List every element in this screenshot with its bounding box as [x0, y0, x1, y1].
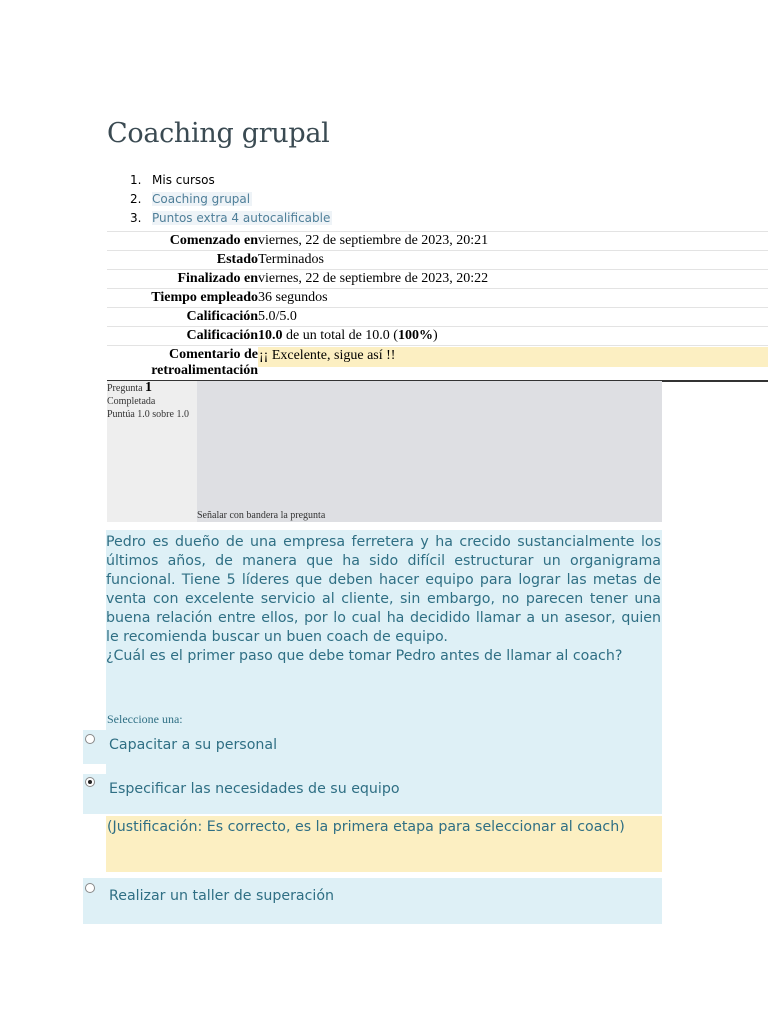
- summary-value: viernes, 22 de septiembre de 2023, 20:21: [258, 233, 489, 248]
- grade-end-text: ): [432, 328, 438, 343]
- summary-label: Calificación: [186, 309, 258, 324]
- breadcrumb-number: 3.: [130, 211, 142, 225]
- option-radio[interactable]: [85, 883, 95, 893]
- question-body: Pedro es dueño de una empresa ferretera y ha crecido sustancialmente los últimos años, de manera que ha sido difícil estructurar un organigrama funcional. Tiene 5 líderes que deben hacer equipo para lograr las metas de venta con excelente servicio al cliente, sin embargo, no parecen tener una buena relación entre ellos, por lo cual ha decidido llamar a un asesor, quien le recomienda buscar un buen coach de equipo.: [106, 534, 661, 645]
- justification-text: (Justificación: Es correcto, es la primera etapa para seleccionar al coach): [107, 819, 625, 835]
- flag-question-link[interactable]: Señalar con bandera la pregunta: [197, 510, 326, 521]
- option-label[interactable]: Especificar las necesidades de su equipo: [109, 781, 400, 797]
- summary-label: [107, 346, 258, 380]
- summary-value: [258, 327, 768, 345]
- breadcrumb-item[interactable]: [130, 209, 332, 228]
- summary-row-feedback: [107, 346, 768, 382]
- summary-label: Finalizado en: [177, 271, 258, 286]
- feedback-label-line2: retroalimentación: [151, 363, 258, 378]
- summary-value: viernes, 22 de septiembre de 2023, 20:22: [258, 271, 489, 286]
- question-info: [107, 381, 197, 522]
- feedback-value: ¡¡ Excelente, sigue así !!: [258, 347, 768, 367]
- page-title: Coaching grupal: [107, 118, 330, 149]
- summary-row-time: [107, 289, 768, 308]
- summary-row-grade: [107, 327, 768, 346]
- question-label: Pregunta: [107, 383, 146, 394]
- breadcrumb-item[interactable]: [130, 190, 332, 209]
- option-label[interactable]: Realizar un taller de superación: [109, 888, 335, 904]
- option-radio-selected[interactable]: [85, 777, 95, 787]
- summary-label: Tiempo empleado: [151, 290, 258, 305]
- breadcrumb: [130, 171, 332, 228]
- grade-mid-text: de un total de 10.0 (: [282, 328, 398, 343]
- question-state: Completada: [107, 396, 156, 407]
- breadcrumb-number: 2.: [130, 192, 142, 206]
- question-points: Puntúa 1.0 sobre 1.0: [107, 409, 189, 420]
- attempt-summary-table: [107, 231, 768, 382]
- summary-value: Terminados: [258, 252, 324, 267]
- feedback-label-line1: Comentario de: [168, 347, 258, 362]
- summary-value: 5.0/5.0: [258, 309, 297, 324]
- summary-row-state: [107, 251, 768, 270]
- summary-row-marks: [107, 308, 768, 327]
- summary-value: 36 segundos: [258, 290, 328, 305]
- summary-label: Estado: [216, 252, 258, 267]
- question-text: [106, 533, 661, 666]
- question-prompt: ¿Cuál es el primer paso que debe tomar Pedro antes de llamar al coach?: [106, 648, 623, 664]
- breadcrumb-link-mis-cursos[interactable]: Mis cursos: [152, 173, 215, 187]
- summary-row-finished: [107, 270, 768, 289]
- select-one-label: Seleccione una:: [107, 712, 183, 726]
- summary-label: Comenzado en: [169, 233, 258, 248]
- question-header-area: [197, 381, 662, 522]
- summary-row-started: [107, 232, 768, 251]
- breadcrumb-link-course[interactable]: Coaching grupal: [152, 192, 251, 206]
- breadcrumb-number: 1.: [130, 173, 142, 187]
- breadcrumb-item[interactable]: [130, 171, 332, 190]
- grade-score: 10.0: [258, 328, 283, 343]
- breadcrumb-link-quiz[interactable]: Puntos extra 4 autocalificable: [152, 211, 331, 225]
- summary-label: Calificación: [186, 328, 258, 343]
- option-label[interactable]: Capacitar a su personal: [109, 737, 278, 753]
- question-number: [107, 381, 197, 395]
- question-number-value: 1: [145, 380, 153, 395]
- grade-percent: 100%: [397, 328, 433, 343]
- option-radio[interactable]: [85, 734, 95, 744]
